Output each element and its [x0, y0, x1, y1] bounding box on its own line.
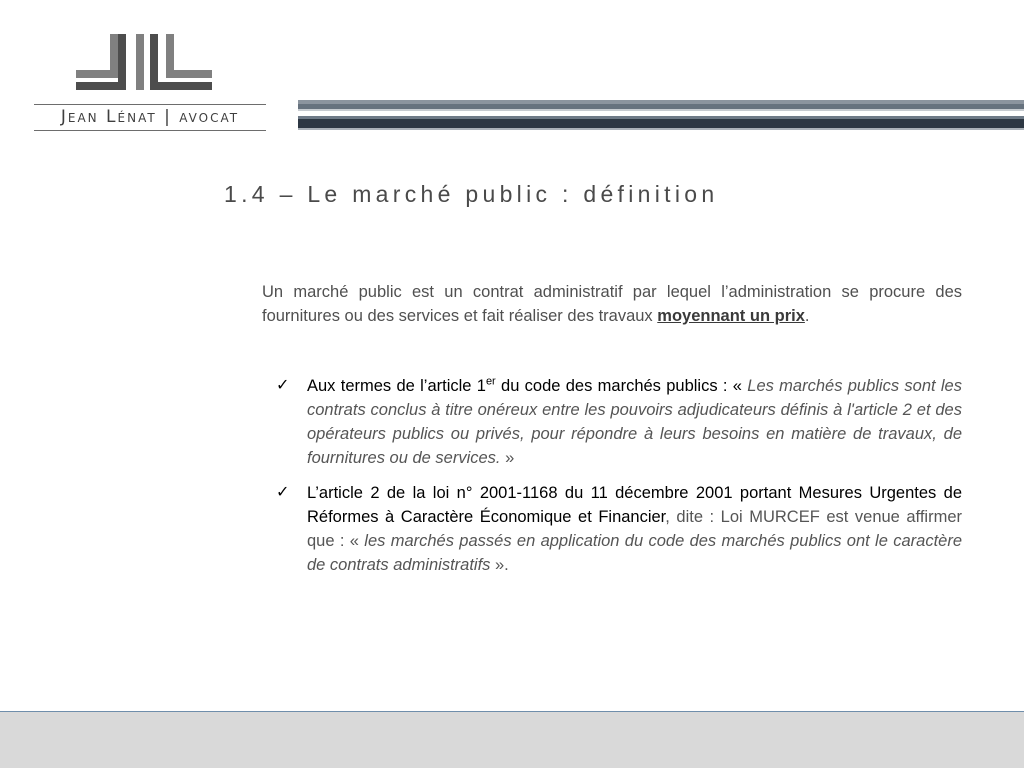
slide-title: 1.4 – Le marché public : définition: [224, 181, 719, 207]
logo-text: Jean Lénat | avocat: [60, 107, 240, 127]
intro-end: .: [804, 307, 810, 325]
bullet-middle: , dite : Loi MURCEF est venue affirmer que : «: [307, 508, 963, 550]
bullet-lead: L’article 2 de la loi n° 2001-1168 du 11 décembre 2001 portant Mesures Urgentes de Réformes à Caractère Économique et Financier: [307, 484, 962, 526]
bullet-superscript: er: [485, 375, 496, 388]
intro-emphasis: moyennant un prix: [657, 307, 805, 325]
bullet-close: ».: [490, 556, 509, 574]
logo-divider-bottom: [34, 130, 266, 131]
logo: [34, 34, 266, 134]
logo-mark-icon: [76, 34, 216, 96]
header-decorative-bands: [298, 100, 1024, 132]
logo-divider-top: [34, 104, 266, 105]
header-band: [298, 109, 1024, 111]
header-band: [298, 128, 1024, 130]
bullet-quote: Les marchés publics sont les contrats conclus à titre onéreux entre les pouvoirs adjudicateurs définis à l'article 2 et des opérateurs publics ou privés, pour répondre à leurs besoins en matière de travaux, de fournitures ou de services.: [307, 377, 962, 467]
bullet-lead: Aux termes de l’article 1: [307, 377, 486, 395]
check-icon: ✓: [276, 377, 290, 394]
bullet-lead-after: du code des marchés publics : «: [495, 377, 748, 395]
bullet-close: »: [500, 449, 515, 467]
list-item: [276, 481, 962, 577]
check-icon: ✓: [276, 484, 290, 501]
intro-text: Un marché public est un contrat administratif par lequel l’administration se procure des fournitures ou des services et fait réaliser des travaux: [262, 283, 962, 325]
bullet-quote: les marchés passés en application du code des marchés publics ont le caractère de contrats administratifs: [307, 532, 963, 574]
footer-bar: [0, 711, 1024, 768]
header-band: [298, 119, 1024, 128]
bullet-list: [276, 374, 962, 588]
list-item: [276, 374, 962, 470]
intro-paragraph: [262, 280, 962, 328]
